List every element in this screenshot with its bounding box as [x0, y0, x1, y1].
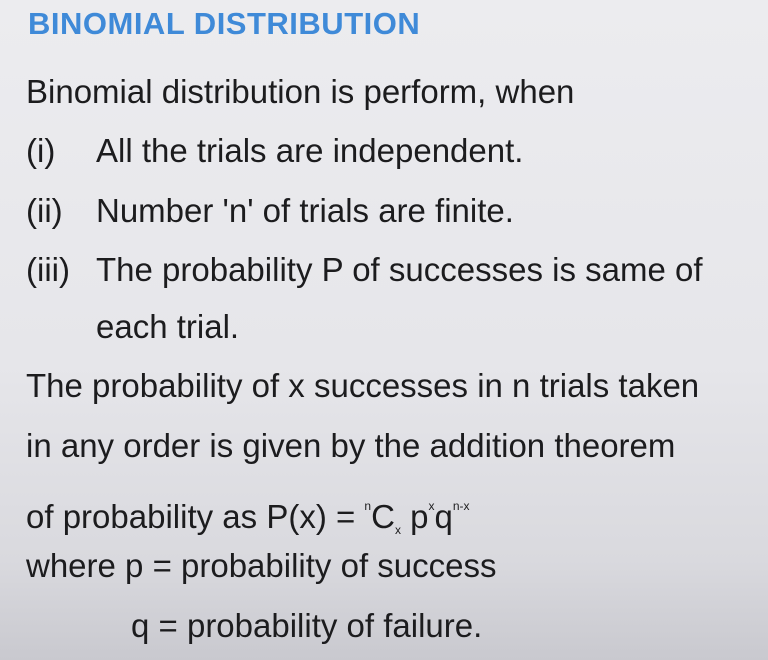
paragraph-line: of probability as [26, 498, 267, 535]
formula-q-exponent: n-x [452, 499, 470, 513]
definition-line: where p = probability of success [26, 547, 497, 584]
formula-n-superscript: n [364, 499, 372, 513]
list-item-text: Number 'n' of trials are finite. [96, 192, 514, 229]
list-item [26, 250, 703, 290]
list-item-continuation: each trial. [96, 308, 240, 345]
formula-p-exponent: x [428, 499, 435, 513]
formula-q: q [434, 498, 453, 535]
page-title: BINOMIAL DISTRIBUTION [28, 6, 421, 41]
list-item-number: (iii) [26, 251, 70, 288]
formula-c: C [371, 498, 395, 535]
formula-lhs: P(x) = [266, 498, 365, 535]
paragraph-line: in any order is given by the addition theorem [26, 427, 676, 464]
formula-line [26, 486, 470, 550]
list-item-text: All the trials are independent. [96, 132, 524, 169]
paragraph-line: The probability of x successes in n trials taken [26, 367, 700, 404]
list-item [26, 191, 514, 231]
list-item [26, 131, 523, 171]
list-item-text: The probability P of successes is same of [96, 251, 703, 288]
formula-x-subscript: x [394, 523, 401, 537]
definition-line: q = probability of failure. [131, 607, 483, 644]
list-item-number: (ii) [26, 192, 63, 229]
intro-text: Binomial distribution is perform, when [26, 73, 575, 110]
list-item-number: (i) [26, 132, 56, 169]
formula-p: p [400, 498, 429, 535]
